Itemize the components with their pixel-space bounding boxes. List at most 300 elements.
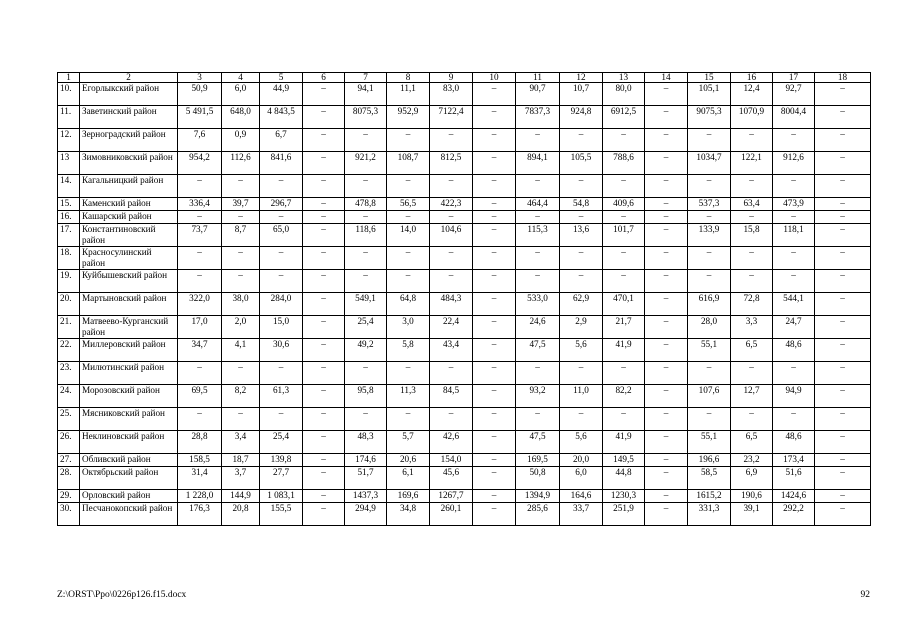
value-cell: – [387, 408, 430, 431]
value-cell: 190,6 [731, 490, 773, 503]
column-number: 8 [387, 73, 430, 83]
value-cell: – [473, 152, 516, 175]
value-cell: 8,2 [222, 385, 260, 408]
row-number: 23. [58, 362, 80, 385]
value-cell: 50,8 [516, 467, 560, 490]
footer-file-path: Z:\ORST\Ppo\0226p126.f15.docx [57, 590, 187, 600]
value-cell: 122,1 [731, 152, 773, 175]
value-cell: – [473, 293, 516, 316]
value-cell: – [688, 247, 731, 270]
value-cell: – [815, 106, 871, 129]
value-cell: – [303, 247, 345, 270]
value-cell: – [473, 211, 516, 224]
value-cell: 23,2 [731, 454, 773, 467]
value-cell: 69,5 [178, 385, 222, 408]
value-cell: – [603, 175, 645, 198]
value-cell: – [560, 175, 603, 198]
value-cell: 164,6 [560, 490, 603, 503]
document-sheet [57, 72, 870, 526]
value-cell: 24,7 [773, 316, 815, 339]
value-cell: 43,4 [430, 339, 473, 362]
value-cell: 8004,4 [773, 106, 815, 129]
district-name: Константиновский район [80, 224, 178, 247]
value-cell: – [645, 467, 688, 490]
value-cell: 27,7 [260, 467, 303, 490]
value-cell: 92,7 [773, 83, 815, 106]
value-cell: – [560, 270, 603, 293]
value-cell: 55,1 [688, 339, 731, 362]
value-cell: 20,6 [387, 454, 430, 467]
value-cell: 15,8 [731, 224, 773, 247]
column-number: 13 [603, 73, 645, 83]
value-cell: – [222, 362, 260, 385]
value-cell: – [731, 247, 773, 270]
value-cell: 5,6 [560, 339, 603, 362]
value-cell: – [473, 339, 516, 362]
value-cell: – [815, 431, 871, 454]
value-cell: 47,5 [516, 339, 560, 362]
value-cell: 104,6 [430, 224, 473, 247]
value-cell: – [345, 211, 387, 224]
column-number: 16 [731, 73, 773, 83]
value-cell: 115,3 [516, 224, 560, 247]
table-row [58, 385, 871, 408]
value-cell: 6,0 [222, 83, 260, 106]
value-cell: 1267,7 [430, 490, 473, 503]
value-cell: – [773, 129, 815, 152]
table-row [58, 83, 871, 106]
value-cell: 296,7 [260, 198, 303, 211]
value-cell: – [473, 129, 516, 152]
value-cell: 25,4 [345, 316, 387, 339]
value-cell: – [645, 503, 688, 526]
value-cell: 1424,6 [773, 490, 815, 503]
table-body [58, 73, 871, 526]
value-cell: 7,6 [178, 129, 222, 152]
row-number: 25. [58, 408, 80, 431]
district-name: Егорлыкский район [80, 83, 178, 106]
value-cell: – [345, 247, 387, 270]
value-cell: – [345, 362, 387, 385]
value-cell: 34,8 [387, 503, 430, 526]
value-cell: – [303, 293, 345, 316]
value-cell: – [645, 211, 688, 224]
value-cell: 63,4 [731, 198, 773, 211]
value-cell: 4 843,5 [260, 106, 303, 129]
table-row [58, 316, 871, 339]
row-number: 22. [58, 339, 80, 362]
value-cell: – [645, 362, 688, 385]
value-cell: – [645, 490, 688, 503]
value-cell: – [815, 362, 871, 385]
value-cell: – [473, 490, 516, 503]
value-cell: 107,6 [688, 385, 731, 408]
table-row [58, 339, 871, 362]
value-cell: – [688, 129, 731, 152]
value-cell: 2,0 [222, 316, 260, 339]
column-number: 1 [58, 73, 80, 83]
value-cell: – [645, 270, 688, 293]
row-number: 13 [58, 152, 80, 175]
value-cell: – [222, 175, 260, 198]
value-cell: 5,6 [560, 431, 603, 454]
row-number: 21. [58, 316, 80, 339]
value-cell: 72,8 [731, 293, 773, 316]
value-cell: 788,6 [603, 152, 645, 175]
value-cell: – [815, 408, 871, 431]
value-cell: – [645, 454, 688, 467]
value-cell: – [430, 362, 473, 385]
value-cell: 1394,9 [516, 490, 560, 503]
value-cell: – [473, 247, 516, 270]
value-cell: 1615,2 [688, 490, 731, 503]
value-cell: 1 083,1 [260, 490, 303, 503]
district-name: Песчанокопский район [80, 503, 178, 526]
value-cell: 954,2 [178, 152, 222, 175]
value-cell: 61,3 [260, 385, 303, 408]
value-cell: 80,0 [603, 83, 645, 106]
value-cell: 95,8 [345, 385, 387, 408]
value-cell: – [345, 175, 387, 198]
value-cell: 149,5 [603, 454, 645, 467]
row-number: 10. [58, 83, 80, 106]
table-row [58, 293, 871, 316]
value-cell: 41,9 [603, 339, 645, 362]
value-cell: 648,0 [222, 106, 260, 129]
value-cell: – [473, 408, 516, 431]
value-cell: – [688, 270, 731, 293]
table-row [58, 129, 871, 152]
value-cell: – [387, 270, 430, 293]
value-cell: – [560, 408, 603, 431]
value-cell: – [473, 270, 516, 293]
value-cell: – [815, 198, 871, 211]
table-row [58, 224, 871, 247]
value-cell: 25,4 [260, 431, 303, 454]
value-cell: – [773, 408, 815, 431]
value-cell: 144,9 [222, 490, 260, 503]
value-cell: – [645, 224, 688, 247]
table-row [58, 408, 871, 431]
column-number: 15 [688, 73, 731, 83]
district-name: Матвеево-Курганский район [80, 316, 178, 339]
value-cell: 169,6 [387, 490, 430, 503]
value-cell: 464,4 [516, 198, 560, 211]
value-cell: 39,1 [731, 503, 773, 526]
value-cell: – [516, 362, 560, 385]
value-cell: 54,8 [560, 198, 603, 211]
value-cell: 1 228,0 [178, 490, 222, 503]
row-number: 29. [58, 490, 80, 503]
data-table [57, 72, 871, 526]
value-cell: 93,2 [516, 385, 560, 408]
value-cell: – [773, 247, 815, 270]
value-cell: – [815, 129, 871, 152]
district-name: Милютинский район [80, 362, 178, 385]
value-cell: – [430, 175, 473, 198]
row-number: 30. [58, 503, 80, 526]
column-number: 14 [645, 73, 688, 83]
value-cell: – [645, 293, 688, 316]
value-cell: – [645, 316, 688, 339]
table-row [58, 467, 871, 490]
value-cell: 260,1 [430, 503, 473, 526]
value-cell: 112,6 [222, 152, 260, 175]
row-number: 17. [58, 224, 80, 247]
value-cell: 47,5 [516, 431, 560, 454]
value-cell: – [603, 211, 645, 224]
value-cell: 62,9 [560, 293, 603, 316]
value-cell: 3,4 [222, 431, 260, 454]
value-cell: 6,5 [731, 431, 773, 454]
value-cell: – [645, 152, 688, 175]
value-cell: 64,8 [387, 293, 430, 316]
value-cell: 322,0 [178, 293, 222, 316]
value-cell: – [603, 247, 645, 270]
value-cell: – [303, 467, 345, 490]
value-cell: – [773, 270, 815, 293]
value-cell: 15,0 [260, 316, 303, 339]
table-row [58, 198, 871, 211]
value-cell: 13,6 [560, 224, 603, 247]
value-cell: 6,1 [387, 467, 430, 490]
value-cell: – [222, 408, 260, 431]
value-cell: – [645, 247, 688, 270]
value-cell: 133,9 [688, 224, 731, 247]
column-number: 6 [303, 73, 345, 83]
value-cell: – [815, 211, 871, 224]
value-cell: 894,1 [516, 152, 560, 175]
value-cell: – [387, 129, 430, 152]
value-cell: – [178, 247, 222, 270]
value-cell: 45,6 [430, 467, 473, 490]
value-cell: 336,4 [178, 198, 222, 211]
column-number: 3 [178, 73, 222, 83]
value-cell: 20,0 [560, 454, 603, 467]
value-cell: – [303, 211, 345, 224]
value-cell: 49,2 [345, 339, 387, 362]
value-cell: – [688, 362, 731, 385]
value-cell: 82,2 [603, 385, 645, 408]
value-cell: 105,1 [688, 83, 731, 106]
value-cell: 12,7 [731, 385, 773, 408]
value-cell: – [731, 211, 773, 224]
value-cell: – [773, 211, 815, 224]
district-name: Орловский район [80, 490, 178, 503]
value-cell: 3,3 [731, 316, 773, 339]
table-row [58, 247, 871, 270]
value-cell: – [473, 83, 516, 106]
value-cell: – [387, 247, 430, 270]
table-row [58, 503, 871, 526]
value-cell: – [430, 129, 473, 152]
district-name: Кагальницкий район [80, 175, 178, 198]
value-cell: – [645, 106, 688, 129]
row-number: 28. [58, 467, 80, 490]
value-cell: 44,9 [260, 83, 303, 106]
value-cell: – [473, 106, 516, 129]
row-number: 19. [58, 270, 80, 293]
value-cell: 5,7 [387, 431, 430, 454]
value-cell: – [645, 198, 688, 211]
value-cell: 9075,3 [688, 106, 731, 129]
table-row [58, 490, 871, 503]
value-cell: 73,7 [178, 224, 222, 247]
value-cell: 952,9 [387, 106, 430, 129]
value-cell: 7837,3 [516, 106, 560, 129]
value-cell: – [560, 129, 603, 152]
value-cell: – [688, 175, 731, 198]
value-cell: 1230,3 [603, 490, 645, 503]
value-cell: 101,7 [603, 224, 645, 247]
district-name: Каменский район [80, 198, 178, 211]
column-number: 17 [773, 73, 815, 83]
value-cell: – [815, 224, 871, 247]
value-cell: – [303, 152, 345, 175]
district-name: Миллеровский район [80, 339, 178, 362]
value-cell: – [731, 362, 773, 385]
value-cell: – [645, 408, 688, 431]
header-row [58, 73, 871, 83]
value-cell: – [473, 224, 516, 247]
district-name: Зерноградский район [80, 129, 178, 152]
value-cell: – [645, 431, 688, 454]
value-cell: – [303, 106, 345, 129]
value-cell: 84,5 [430, 385, 473, 408]
value-cell: 108,7 [387, 152, 430, 175]
value-cell: 924,8 [560, 106, 603, 129]
value-cell: – [603, 270, 645, 293]
value-cell: – [815, 467, 871, 490]
row-number: 14. [58, 175, 80, 198]
column-number: 7 [345, 73, 387, 83]
value-cell: 422,3 [430, 198, 473, 211]
value-cell: 176,3 [178, 503, 222, 526]
district-name: Мартыновский район [80, 293, 178, 316]
value-cell: 105,5 [560, 152, 603, 175]
value-cell: – [815, 83, 871, 106]
value-cell: 30,6 [260, 339, 303, 362]
value-cell: – [516, 211, 560, 224]
value-cell: – [516, 247, 560, 270]
value-cell: – [430, 247, 473, 270]
value-cell: 169,5 [516, 454, 560, 467]
value-cell: 51,6 [773, 467, 815, 490]
value-cell: – [222, 211, 260, 224]
value-cell: – [303, 454, 345, 467]
value-cell: 0,9 [222, 129, 260, 152]
value-cell: 18,7 [222, 454, 260, 467]
value-cell: 56,5 [387, 198, 430, 211]
value-cell: – [645, 385, 688, 408]
value-cell: – [815, 247, 871, 270]
value-cell: – [815, 339, 871, 362]
value-cell: 58,5 [688, 467, 731, 490]
value-cell: 20,8 [222, 503, 260, 526]
value-cell: 48,3 [345, 431, 387, 454]
value-cell: 1070,9 [731, 106, 773, 129]
district-name: Заветинский район [80, 106, 178, 129]
value-cell: 478,8 [345, 198, 387, 211]
value-cell: 24,6 [516, 316, 560, 339]
value-cell: – [303, 362, 345, 385]
value-cell: – [560, 362, 603, 385]
value-cell: – [178, 408, 222, 431]
value-cell: 118,1 [773, 224, 815, 247]
value-cell: 285,6 [516, 503, 560, 526]
value-cell: 55,1 [688, 431, 731, 454]
value-cell: – [516, 270, 560, 293]
district-name: Обливский район [80, 454, 178, 467]
value-cell: – [430, 270, 473, 293]
value-cell: – [178, 211, 222, 224]
value-cell: 31,4 [178, 467, 222, 490]
column-number: 5 [260, 73, 303, 83]
table-row [58, 106, 871, 129]
table-row [58, 454, 871, 467]
value-cell: 5 491,5 [178, 106, 222, 129]
value-cell: – [560, 211, 603, 224]
value-cell: 921,2 [345, 152, 387, 175]
value-cell: – [645, 339, 688, 362]
value-cell: 28,8 [178, 431, 222, 454]
value-cell: – [303, 175, 345, 198]
district-name: Красносулинский район [80, 247, 178, 270]
value-cell: 7122,4 [430, 106, 473, 129]
value-cell: – [260, 247, 303, 270]
value-cell: – [516, 129, 560, 152]
value-cell: – [473, 385, 516, 408]
column-number: 4 [222, 73, 260, 83]
value-cell: – [303, 316, 345, 339]
value-cell: – [815, 503, 871, 526]
value-cell: 12,4 [731, 83, 773, 106]
value-cell: 251,9 [603, 503, 645, 526]
value-cell: – [430, 408, 473, 431]
table-row [58, 362, 871, 385]
value-cell: – [645, 83, 688, 106]
value-cell: 196,6 [688, 454, 731, 467]
value-cell: 1437,3 [345, 490, 387, 503]
value-cell: – [516, 175, 560, 198]
value-cell: – [303, 198, 345, 211]
value-cell: – [260, 175, 303, 198]
value-cell: – [345, 408, 387, 431]
value-cell: – [222, 247, 260, 270]
value-cell: 912,6 [773, 152, 815, 175]
value-cell: 33,7 [560, 503, 603, 526]
value-cell: 154,0 [430, 454, 473, 467]
value-cell: – [260, 408, 303, 431]
value-cell: – [473, 431, 516, 454]
value-cell: 331,3 [688, 503, 731, 526]
value-cell: – [603, 408, 645, 431]
value-cell: 537,3 [688, 198, 731, 211]
row-number: 11. [58, 106, 80, 129]
value-cell: – [387, 211, 430, 224]
column-number: 9 [430, 73, 473, 83]
value-cell: – [815, 270, 871, 293]
value-cell: 11,3 [387, 385, 430, 408]
value-cell: 28,0 [688, 316, 731, 339]
value-cell: – [473, 316, 516, 339]
value-cell: 11,0 [560, 385, 603, 408]
value-cell: – [473, 175, 516, 198]
value-cell: 14,0 [387, 224, 430, 247]
value-cell: 284,0 [260, 293, 303, 316]
value-cell: – [473, 454, 516, 467]
value-cell: 409,6 [603, 198, 645, 211]
